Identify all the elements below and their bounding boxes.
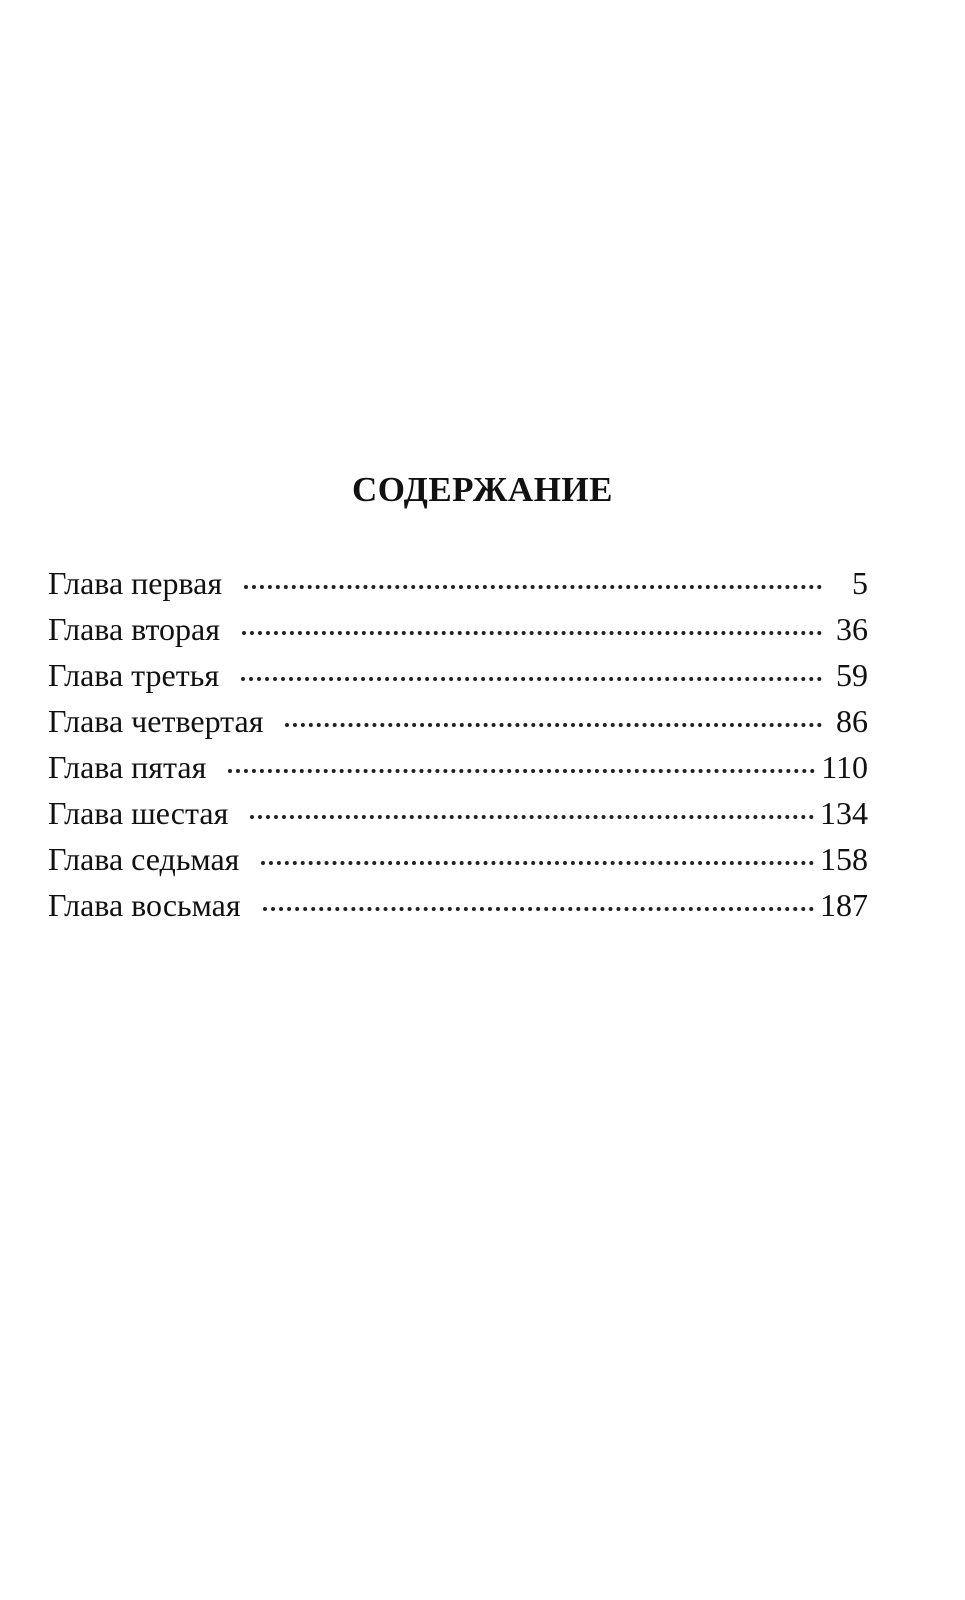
dot-leader [242, 631, 822, 635]
toc-entry-4 [48, 698, 868, 744]
toc-entry-5 [48, 744, 868, 790]
toc-entry-label: Глава седьмая [48, 841, 240, 877]
toc-entry-label: Глава третья [48, 657, 220, 693]
dot-leader [261, 861, 814, 865]
dot-leader [285, 723, 822, 727]
dot-leader [244, 585, 822, 589]
toc-entry-page: 110 [821, 749, 868, 785]
dot-leader [263, 907, 814, 911]
toc-entry-page: 158 [820, 841, 868, 877]
toc-entry-1 [48, 560, 868, 606]
toc-entry-page: 59 [836, 657, 868, 693]
toc-entry-page: 5 [852, 565, 868, 601]
dot-leader [241, 677, 822, 681]
toc-entry-6 [48, 790, 868, 836]
toc-title: СОДЕРЖАНИЕ [351, 470, 613, 509]
toc-entry-page: 187 [820, 887, 868, 923]
dot-leader [250, 815, 814, 819]
toc-entry-label: Глава вторая [48, 611, 220, 647]
toc-entry-8 [48, 882, 868, 928]
toc-entry-3 [48, 652, 868, 698]
toc-list [48, 560, 868, 928]
toc-entry-label: Глава шестая [48, 795, 229, 831]
toc-entry-page: 86 [836, 703, 868, 739]
toc-entry-label: Глава восьмая [48, 887, 241, 923]
toc-entry-page: 36 [836, 611, 868, 647]
toc-entry-label: Глава первая [48, 565, 223, 601]
toc-entry-label: Глава четвертая [48, 703, 264, 739]
toc-entry-2 [48, 606, 868, 652]
toc-entry-7 [48, 836, 868, 882]
toc-entry-page: 134 [820, 795, 868, 831]
dot-leader [228, 769, 815, 773]
toc-entry-label: Глава пятая [48, 749, 207, 785]
